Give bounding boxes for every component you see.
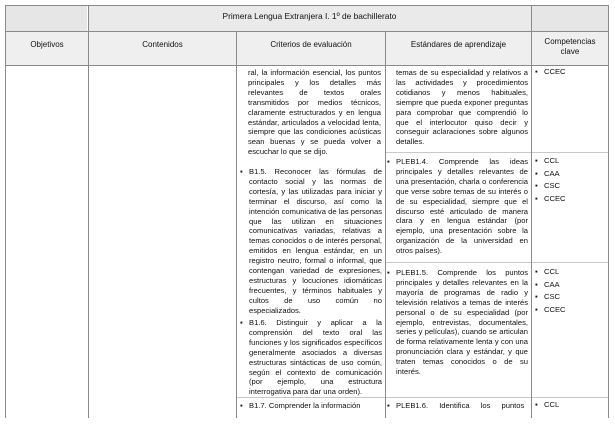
competencias-group-2 [535,155,566,205]
table-title: Primera Lengua Extranjera I. 1º de bachillerato [222,11,397,21]
header-contenidos: Contenidos [142,40,183,49]
competencia-item: ▪ CCEC [535,304,566,314]
competencia-item: ▪ CCEC [535,67,566,76]
estandar-pleb1-6: ▪ PLEB1.6. Identifica los puntos [387,401,525,410]
competencia-item: ▪ CCL [535,267,560,276]
estandar-pleb1-5: ▪ PLEB1.5. Comprende los puntos principales y detalles relevantes en la mayoría de programas de radio y televisión relativos a temas de interés personal o de su especialidad (por ejemplo, entrevistas, documentales, series y películas), cuando se articulan de forma relativamente lenta y con una pronunciación clara y estándar, y que traten temas conocidos o de su interés. [387,268,528,377]
header-estandares: Estándares de aprendizaje [410,40,507,49]
bullet-icon: ▪ [240,167,243,176]
competencia-item: ▪ CCL [535,400,560,409]
header-objetivos: Objetivos [30,40,64,49]
competencia-item: ▪ CSC [535,181,561,191]
criterio-b15: ▪ B1.5. Reconocer las fórmulas de contacto social y las normas de cortesía, y las utilizadas para iniciar y terminar el discurso, así como la intención comunicativa de las personas que las utilizan en situaciones comunicativas variadas, relativas a temas conocidos o de interés personal, emitidos en lengua estándar, en un registro neutro, formal o informal, que contengan variedad de expresiones, estructuras y locuciones idiomáticas frecuentes, y términos habituales y cultos de uso común no especializados. [240,167,382,315]
criterio-b14-continuation: ral, la información esencial, los puntos principales y los detalles más relevantes de textos orales transmitidos por medios técnicos, claramente estructurados y en lengua estándar, articulados a velocidad lenta, siempre que las condiciones acústicas sean buenas y se pueda volver a escuchar lo que se dijo. [248,68,381,157]
criterio-b17: ▪ B1.7. Comprender la información [240,401,361,410]
competencia-item: ▪ CAA [535,168,560,178]
header-left-shade [5,6,87,31]
bullet-icon: ▪ [240,318,243,327]
competencia-item: ▪ CCEC [535,193,566,203]
bullet-icon: ▪ [387,401,390,410]
header-competencias: Competencias clave [544,37,596,56]
bullet-icon: ▪ [387,157,390,166]
header-right-shade [532,6,608,31]
bullet-icon: ▪ [387,268,390,277]
competencias-group-1 [535,66,566,79]
criterios-column [248,68,381,157]
competencia-item: ▪ CSC [535,292,561,302]
criterio-b16: ▪ B1.6. Distinguir y aplicar a la comprensión del texto oral las funciones y los significados específicos generalmente asociados a diversas estructuras sintácticas de uso común, según el contexto de comunicación (por ejemplo, una estructura interrogativa para dar una orden). [240,318,382,397]
competencia-item: ▪ CCL [535,156,560,165]
bullet-icon: ▪ [240,401,243,410]
header-criterios: Criterios de evaluación [270,40,352,49]
estandar-e13-continuation: temas de su especialidad y relativos a las actividades y procedimientos cotidianos y menos habituales, siempre que pueda exponer preguntas para comprobar que comprendió lo que el interlocutor quiso decir y conseguir aclaraciones sobre algunos detalles. [396,68,528,147]
estandar-pleb1-4: ▪ PLEB1.4. Comprende las ideas principales y detalles relevantes de una presentación, charla o conferencia que verse sobre temas de su interés o de su especialidad, siempre que el discurso esté articulado de manera clara y en lengua estándar (por ejemplo, una presentación sobre la organización de la universidad en otros países). [387,157,528,256]
competencia-item: ▪ CAA [535,279,560,289]
competencias-group-4 [535,399,559,412]
competencias-group-3 [535,266,566,316]
